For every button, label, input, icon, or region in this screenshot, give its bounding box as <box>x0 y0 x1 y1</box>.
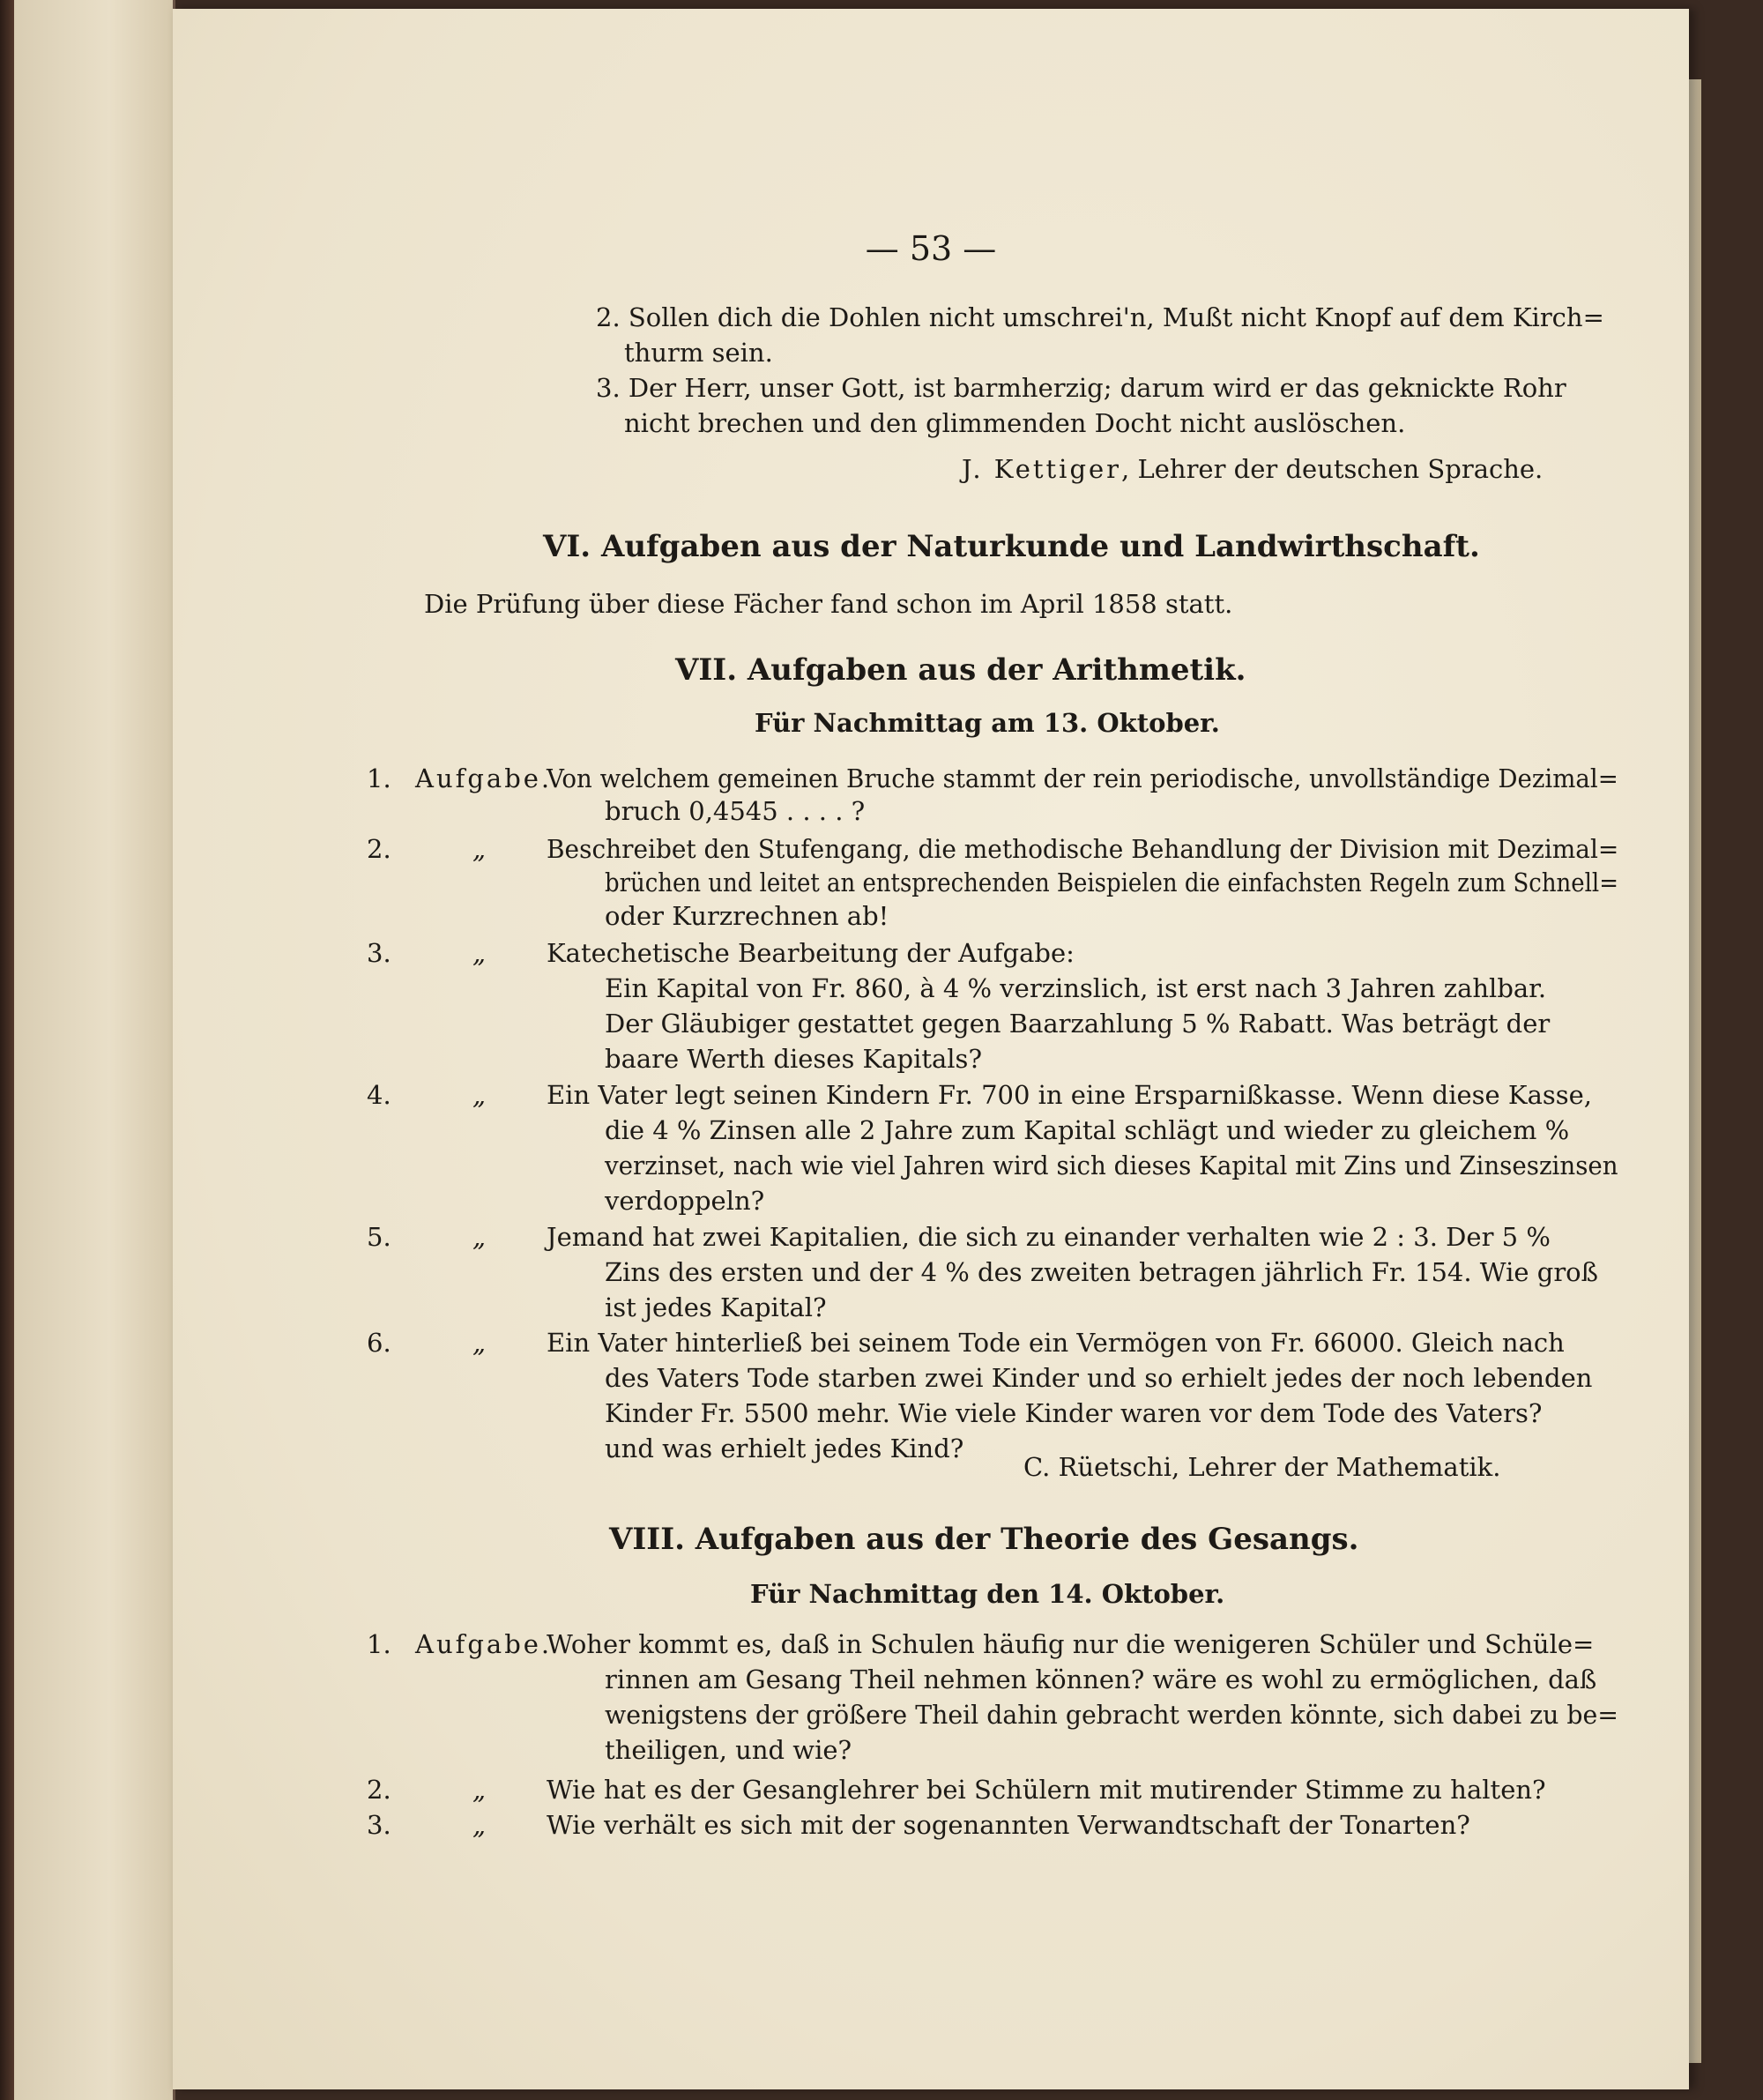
task-label: Aufgabe. <box>415 763 553 793</box>
intro-item2-line1: 2. Sollen dich die Dohlen nicht umschrei'n, Mußt nicht Knopf auf dem Kirch= <box>596 302 1604 332</box>
task-line: baare Werth dieses Kapitals? <box>605 1044 982 1074</box>
section-6-heading: VI. Aufgaben aus der Naturkunde und Landwirthschaft. <box>543 529 1480 564</box>
task-line: Kinder Fr. 5500 mehr. Wie viele Kinder waren vor dem Tode des Vaters? <box>605 1398 1543 1428</box>
task-label: Aufgabe. <box>415 1629 553 1659</box>
signature-role: , Lehrer der deutschen Sprache. <box>1121 454 1544 484</box>
task-line: und was erhielt jedes Kind? <box>605 1434 964 1463</box>
ditto-mark: „ <box>472 938 487 968</box>
task-number: 3. <box>367 1810 391 1840</box>
page-number: — 53 — <box>865 229 997 268</box>
section-7-subheading: Für Nachmittag am 13. Oktober. <box>755 708 1220 738</box>
task-line: verdoppeln? <box>605 1186 765 1216</box>
task-line: Von welchem gemeinen Bruche stammt der rein periodische, unvollständige Dezimal= <box>547 763 1618 793</box>
ditto-mark: „ <box>472 1222 487 1252</box>
book-page <box>173 9 1689 2089</box>
task-number: 1. <box>367 763 391 793</box>
task-number: 2. <box>367 1775 391 1805</box>
task-line: die 4 % Zinsen alle 2 Jahre zum Kapital schlägt und wieder zu gleichem % <box>605 1115 1570 1145</box>
task-line: Ein Vater legt seinen Kindern Fr. 700 in eine Ersparnißkasse. Wenn diese Kasse, <box>547 1080 1593 1110</box>
task-line: Jemand hat zwei Kapitalien, die sich zu einander verhalten wie 2 : 3. Der 5 % <box>547 1222 1551 1252</box>
task-number: 6. <box>367 1328 391 1358</box>
previous-page-edge <box>14 0 175 2100</box>
task-line: oder Kurzrechnen ab! <box>605 901 889 931</box>
task-line: brüchen und leitet an entsprechenden Beispielen die einfachsten Regeln zum Schnell= <box>605 868 1618 897</box>
section-6-text: Die Prüfung über diese Fächer fand schon im April 1858 statt. <box>424 589 1233 619</box>
task-line: Zins des ersten und der 4 % des zweiten betragen jährlich Fr. 154. Wie groß <box>605 1257 1599 1287</box>
task-line: des Vaters Tode starben zwei Kinder und so erhielt jedes der noch lebenden <box>605 1363 1593 1393</box>
task-line: Wie hat es der Gesanglehrer bei Schülern mit mutirender Stimme zu halten? <box>547 1775 1546 1805</box>
intro-item3-line2: nicht brechen und den glimmenden Docht nicht auslöschen. <box>624 408 1406 438</box>
task-line: theiligen, und wie? <box>605 1735 852 1765</box>
task-number: 2. <box>367 834 391 864</box>
section-8-heading: VIII. Aufgaben aus der Theorie des Gesangs. <box>609 1522 1359 1557</box>
task-line: Woher kommt es, daß in Schulen häufig nur die wenigeren Schüler und Schüle= <box>547 1629 1595 1659</box>
signature-name: J. Kettiger <box>962 454 1122 484</box>
task-line: rinnen am Gesang Theil nehmen können? wäre es wohl zu ermöglichen, daß <box>605 1664 1597 1694</box>
task-line: Ein Kapital von Fr. 860, à 4 % verzinslich, ist erst nach 3 Jahren zahlbar. <box>605 973 1547 1003</box>
task-line: ist jedes Kapital? <box>605 1292 827 1322</box>
task-line: Wie verhält es sich mit der sogenannten Verwandtschaft der Tonarten? <box>547 1810 1470 1840</box>
section-8-subheading: Für Nachmittag den 14. Oktober. <box>750 1579 1225 1609</box>
task-number: 3. <box>367 938 391 968</box>
intro-signature <box>962 451 1543 487</box>
task-number: 5. <box>367 1222 391 1252</box>
task-line: Beschreibet den Stufengang, die methodische Behandlung der Division mit Dezimal= <box>547 834 1619 864</box>
book-spine <box>0 0 14 2100</box>
ditto-mark: „ <box>472 834 487 864</box>
task-line: wenigstens der größere Theil dahin gebracht werden könnte, sich dabei zu be= <box>605 1700 1619 1730</box>
intro-item3-line1: 3. Der Herr, unser Gott, ist barmherzig; darum wird er das geknickte Rohr <box>596 373 1566 403</box>
task-line: verzinset, nach wie viel Jahren wird sich dieses Kapital mit Zins und Zinseszinsen <box>605 1151 1618 1180</box>
section-7-heading: VII. Aufgaben aus der Arithmetik. <box>675 652 1246 688</box>
task-number: 1. <box>367 1629 391 1659</box>
ditto-mark: „ <box>472 1080 487 1110</box>
ditto-mark: „ <box>472 1775 487 1805</box>
task-line: Der Gläubiger gestattet gegen Baarzahlung 5 % Rabatt. Was beträgt der <box>605 1009 1551 1039</box>
ditto-mark: „ <box>472 1810 487 1840</box>
task-line: bruch 0,4545 . . . . ? <box>605 796 866 826</box>
section-7-signature: C. Rüetschi, Lehrer der Mathematik. <box>1023 1452 1501 1482</box>
ditto-mark: „ <box>472 1328 487 1358</box>
task-line: Ein Vater hinterließ bei seinem Tode ein Vermögen von Fr. 66000. Gleich nach <box>547 1328 1565 1358</box>
page-content <box>173 9 1689 2089</box>
task-line: Katechetische Bearbeitung der Aufgabe: <box>547 938 1075 968</box>
intro-item2-line2: thurm sein. <box>624 338 773 368</box>
task-number: 4. <box>367 1080 391 1110</box>
page-stack-edge <box>1689 79 1701 2063</box>
